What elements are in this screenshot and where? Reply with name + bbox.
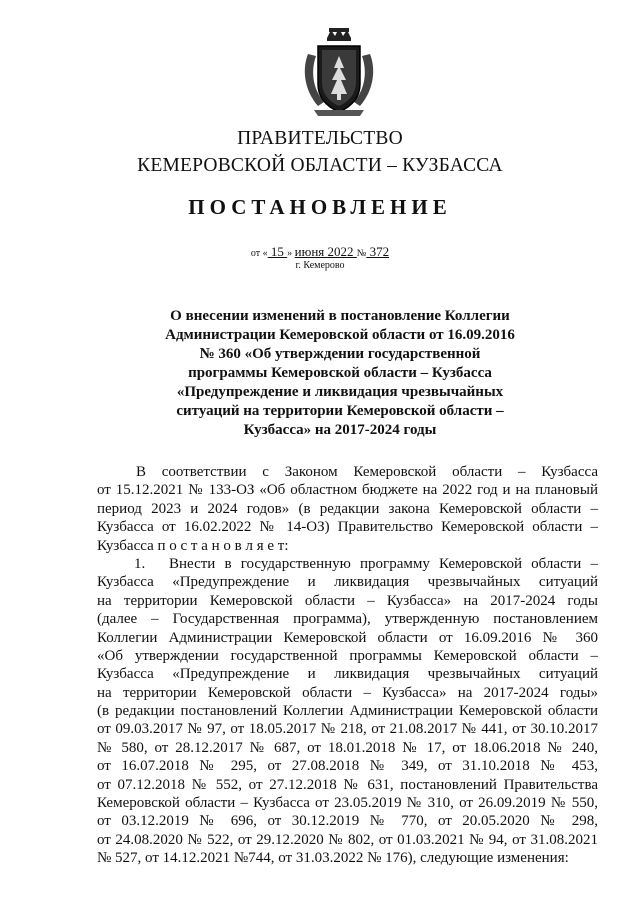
body-line: Кузбасса «Предупреждение и ликвидация чрезвычайных ситуаций [97, 574, 598, 591]
body-line: от 09.03.2017 № 97, от 18.05.2017 № 218, от 21.08.2017 № 441, от 30.10.2017 [97, 721, 598, 738]
body-line: Кемеровской области – Кузбасса от 23.05.2019 № 310, от 26.09.2019 № 550, [97, 795, 598, 812]
body-line: от 03.12.2019 № 696, от 30.12.2019 № 770, от 20.05.2020 № 298, [97, 813, 598, 830]
body-line: от 24.08.2020 № 522, от 29.12.2020 № 802, от 01.03.2021 № 94, от 31.08.2021 [97, 831, 598, 848]
body-line: период 2023 и 2024 годов» (в редакции закона Кемеровской области – [97, 500, 598, 517]
crown-icon [327, 28, 351, 41]
date-prefix: от « [250, 248, 268, 259]
date-day: 15 [267, 244, 288, 259]
body-line: Кузбасса п о с т а н о в л я е т: [97, 537, 289, 554]
subject-line: программы Кемеровской области – Кузбасса [188, 365, 492, 381]
subject-line: ситуаций на территории Кемеровской области – [176, 403, 504, 419]
date-mid: » [287, 248, 295, 259]
document-body [97, 463, 598, 868]
body-line: Кузбасса «Предупреждение и ликвидация чрезвычайных ситуаций [97, 666, 598, 683]
subject-line: Кузбасса» на 2017-2024 годы [243, 422, 437, 438]
document-type-title: ПОСТАНОВЛЕНИЕ [188, 195, 452, 219]
document-subject [130, 307, 550, 440]
body-line: на территории Кемеровской области – Кузбасса» на 2017-2024 годы» [97, 684, 598, 701]
body-line: № 580, от 28.12.2017 № 687, от 18.01.2018 № 17, от 18.06.2018 № 240, [97, 739, 598, 756]
city-name: г. Кемерово [295, 260, 345, 271]
body-line: на территории Кемеровской области – Кузбасса» на 2017-2024 годы [97, 592, 598, 609]
body-line: В соответствии с Законом Кемеровской области – Кузбасса [136, 464, 598, 480]
document-number: 372 [366, 244, 390, 259]
body-line: № 527, от 14.12.2021 №744, от 31.03.2022 № 176), следующие изменения: [97, 850, 569, 867]
body-line: «Об утверждении государственной программы Кемеровской области – [97, 647, 598, 664]
government-line-1: ПРАВИТЕЛЬСТВО [237, 128, 403, 149]
government-line-2: КЕМЕРОВСКОЙ ОБЛАСТИ – КУЗБАССА [137, 155, 503, 176]
subject-line: «Предупреждение и ликвидация чрезвычайных [176, 384, 504, 400]
ribbon-icon [314, 110, 364, 116]
body-line: от 07.12.2018 № 552, от 27.12.2018 № 631, постановлений Правительства [97, 776, 598, 793]
coat-of-arms-emblem [300, 24, 378, 120]
body-line: (в редакции постановлений Коллегии Администрации Кемеровской области [97, 703, 598, 720]
subject-line: № 360 «Об утверждении государственной [199, 346, 481, 362]
item-1-first-text: Внести в государственную программу Кемеровской области – [169, 555, 598, 572]
number-label: № [356, 248, 367, 259]
body-line: от 16.07.2018 № 295, от 27.08.2018 № 349, от 31.10.2018 № 453, [97, 758, 598, 775]
item-1-first-line [97, 555, 598, 573]
subject-line: О внесении изменений в постановление Коллегии [170, 308, 510, 324]
item-number: 1. [134, 555, 146, 572]
body-line: Коллегии Администрации Кемеровской области от 16.09.2016 № 360 [97, 629, 598, 646]
body-line: (далее – Государственная программа), утвержденную постановлением [97, 611, 598, 628]
date-month-year: июня 2022 [294, 244, 357, 259]
subject-line: Администрации Кемеровской области от 16.09.2016 [165, 327, 515, 343]
body-line: от 15.12.2021 № 133-ОЗ «Об областном бюджете на 2022 год и на плановый [97, 482, 598, 499]
body-line: Кузбасса от 16.02.2022 № 14-ОЗ) Правительство Кемеровской области – [97, 519, 598, 536]
